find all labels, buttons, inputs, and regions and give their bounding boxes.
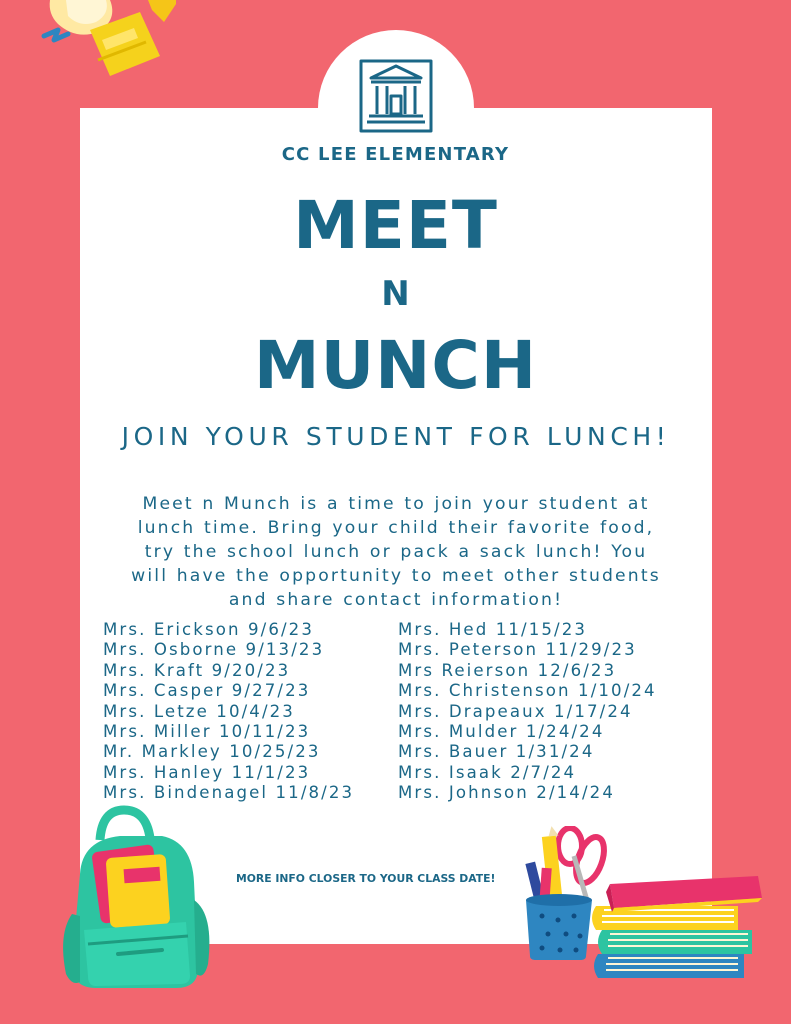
schedule-item: Mrs. Bindenagel 11/8/23: [103, 783, 355, 803]
schedule-item: Mrs. Erickson 9/6/23: [103, 620, 314, 639]
school-name: CC LEE ELEMENTARY: [281, 144, 510, 165]
schedule-item: Mrs. Peterson 11/29/23: [398, 640, 637, 660]
schedule-item: Mrs. Miller 10/11/23: [103, 722, 311, 742]
intro-line: will have the opportunity to meet other students: [131, 566, 661, 586]
schedule-item: Mrs. Johnson 2/14/24: [398, 783, 615, 803]
title-n: N: [381, 274, 410, 314]
schedule-item: Mr. Markley 10/25/23: [103, 742, 321, 762]
schedule-item: Mrs. Letze 10/4/23: [103, 701, 295, 721]
title-meet: MEET: [293, 187, 498, 264]
schedule-item: Mrs. Hed 11/15/23: [398, 620, 588, 639]
intro-line: try the school lunch or pack a sack lunch! You: [144, 542, 648, 562]
schedule-item: Mrs. Hanley 11/1/23: [103, 762, 311, 782]
schedule-item: Mrs. Isaak 2/7/24: [398, 762, 577, 782]
schedule-item: Mrs. Osborne 9/13/23: [103, 640, 325, 660]
intro-line: lunch time. Bring your child their favorite food,: [137, 518, 655, 538]
intro-line: Meet n Munch is a time to join your student at: [142, 494, 650, 514]
schedule-left-column: [103, 620, 354, 804]
schedule-item: Mrs. Bauer 1/31/24: [398, 742, 595, 762]
title-munch: MUNCH: [253, 327, 538, 404]
intro-paragraph: [82, 492, 710, 612]
subtitle: JOIN YOUR STUDENT FOR LUNCH!: [121, 422, 671, 451]
schedule-right-column: [398, 620, 657, 804]
schedule-item: Mrs Reierson 12/6/23: [398, 660, 617, 680]
school-building-icon: [357, 58, 435, 134]
schedule-item: Mrs. Drapeaux 1/17/24: [398, 701, 633, 721]
schedule-item: Mrs. Kraft 9/20/23: [103, 660, 291, 680]
footer-note: MORE INFO CLOSER TO YOUR CLASS DATE!: [236, 872, 496, 885]
schedule-item: Mrs. Christenson 1/10/24: [398, 681, 657, 701]
book-stack-icon: [588, 858, 768, 984]
backpack-icon: [58, 804, 218, 994]
lightbulb-icon: [36, 0, 176, 86]
intro-line: and share contact information!: [228, 590, 564, 610]
schedule-item: Mrs. Casper 9/27/23: [103, 681, 311, 701]
schedule-item: Mrs. Mulder 1/24/24: [398, 722, 605, 742]
